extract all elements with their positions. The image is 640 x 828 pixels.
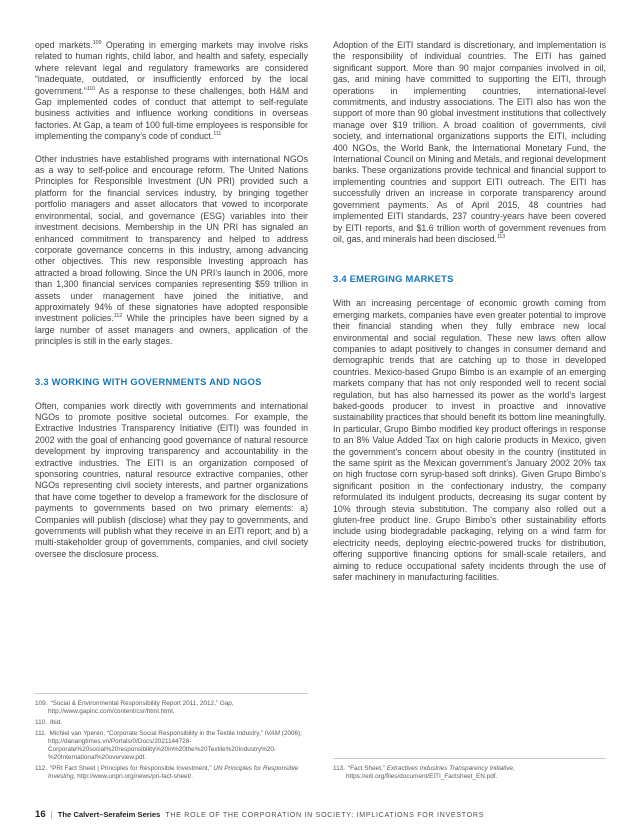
page-footer xyxy=(35,809,606,820)
section-heading-3-3: 3.3 WORKING WITH GOVERNMENTS AND NGOS xyxy=(35,375,262,387)
page-columns xyxy=(35,40,606,788)
paragraph-grupo-bimbo: With an increasing percentage of economic growth coming from emerging markets, companies have even greater potential to improve their financial standing when they fully embrace new local environmental and social regulation. These new laws often allow companies to adapt positively to changes in consumer demand and demographic trends that are catching up to those in developed countries. Mexico-based Grupo Bimbo is an example of an emerging markets company that has not only responded well to recent social regulation, but has also harnessed its power as the world’s largest baked-goods producer to invest in proactive and innovative sustainability practices that should benefit its bottom line meaningfully. In particular, Grupo Bimbo modified key product offerings in response to an 8% Value Added Tax on high calorie products in Mexico, given the government’s concern about obesity in the country (instituted in the same spirit as the Mexican government’s January 2002 20% tax on high fructose corn syrup-based soft drinks). Given Grupo Bimbo’s significant position in the confectionary industry, the company reformulated its indulgent products, decreasing its sugar content by 10% through stevia substitution. The company also rolled out a gluten-free product line. Grupo Bimbo’s other sustainability efforts include using biodegradable packaging, relying on a wind farm for electricity needs, deploying electric-powered trucks for distribution, offering supportive financing options for small-scale retailers, and aiming to reduce occupational safety incidents through the use of safer machinery in manufacturing facilities. xyxy=(333,298,606,583)
paragraph-un-pri: Other industries have established programs with international NGOs as a way to self-police and encourage reform. The United Nations Principles for Responsible Investment (UN PRI) provided such a platform for the financial services industry, by bringing together portfolio managers and asset allocators that vowed to incorporate environmental, social, and governance (ESG) variables into their investment decisions. Membership in the UN PRI has signaled an enhanced commitment to transparency and helped to address corporate governance concerns in this industry, among advancing other objectives. This new responsible investing approach has attracted a broad following. Since the UN PRI’s launch in 2006, more than 1,300 financial services companies representing $59 trillion in assets under management have joined the initiative, and approximately 94% of these signatories have adopted responsible investment policies.$^{112}$ While the principles have been signed by a large number of asset managers and owners, application of the principles is still in the early stages. xyxy=(35,153,308,347)
footnote-text: Michiel van Yperen, “Corporate Social Responsibility in the Textile Industry,” IVAM (2006); http://danangtimes.vn/Portals/0/Docs/2021144728-Corporate%20social%20responsibility%20in%20the%20Textile%20Industry%20-%20International%20overview.pdf. xyxy=(48,729,302,762)
footnote-text: “PRI Fact Sheet | Principles for Responsible Investment,” UN Principles for Responsible Investing, http://www.unpri.org/news/pri-fact-sheet/. xyxy=(48,765,299,781)
footer-report-title: THE ROLE OF THE CORPORATION IN SOCIETY: IMPLICATIONS FOR INVESTORS xyxy=(165,811,485,819)
footnote-number: 112. xyxy=(35,765,47,773)
footnote-113 xyxy=(333,765,606,781)
right-column xyxy=(333,40,606,788)
paragraph-eiti-intro: Often, companies work directly with governments and international NGOs to promote positive societal outcomes. For example, the Extractive Industries Transparency Initiative (EITI) was founded in 2002 with the goal of enhancing good governance of natural resource development by improving transparency and accountability in the extractive industries. The EITI is an organization composed of sponsoring countries, natural resource extractive companies, other NGOs representing civil society interests, and partner organizations that have come together to develop a framework for the disclosure of payments to governments based on two primary elements: a) Companies will publish (disclose) what they pay to governments, and governments will publish what they receive in an EITI report; and b) a multi-stakeholder group of governments, companies, and civil society oversee the disclosure process. xyxy=(35,400,308,559)
footnote-text: “Social & Environmental Responsibility Report 2011, 2012,” Gap, http://www.gapinc.com/content/csr/html.html. xyxy=(48,700,234,716)
footnote-number: 109. xyxy=(35,700,48,708)
footnote-number: 113. xyxy=(333,765,345,773)
footnote-text: Ibid. xyxy=(49,719,63,727)
footnote-110 xyxy=(35,719,308,727)
page-number: 16 xyxy=(35,809,46,820)
paragraph-eiti-adoption: Adoption of the EITI standard is discretionary, and implementation is the responsibility of individual countries. The EITI has gained significant support. More than 90 major companies involved in oil, gas, and mining have committed to supporting the EITI, through operations in implementing countries, international-level commitments, and industry associations. The EITI also has won the support of more than 90 global investment institutions that collectively manage over $19 trillion. A broad coalition of governments, civil society, and international organizations supports the EITI, including 400 NGOs, the World Bank, the International Monetary Fund, the International Council on Mining and Metals, and regional development banks. These organizations provide technical and financial support to implementing countries and support EITI outreach. The EITI has successfully driven an increase in corporate transparency around government payments. As of April 2015, 48 countries had implemented EITI standards, 237 country-years have been covered by EITI reports, and $1.6 trillion worth of government revenues from oil, gas, and minerals had been disclosed.$^{113}$ xyxy=(333,40,606,244)
left-column xyxy=(35,40,308,788)
footnotes-right xyxy=(333,758,606,788)
footnote-separator xyxy=(333,758,606,759)
footnote-111 xyxy=(35,730,308,763)
footnote-109 xyxy=(35,700,308,716)
footer-series-name: The Calvert–Serafeim Series xyxy=(57,810,161,819)
footnote-number: 110. xyxy=(35,719,47,727)
footnote-112 xyxy=(35,765,308,781)
footnote-separator xyxy=(35,693,308,694)
paragraph-continued-markets: oped markets.$^{109}$ Operating in emerging markets may involve risks related to human rights, child labor, and health and safety, especially where relevant legal and regulatory frameworks are considered “inadequate, outdated, or insufficiently enforced by the local government.”$^{110}$ As a response to these challenges, both H&M and Gap implemented codes of conduct that attempt to self-regulate business activities and influence working conditions in overseas factories. At Gap, a team of 100 full-time employees is responsible for implementing the company’s code of conduct.$^{111}$ xyxy=(35,40,308,142)
footnote-number: 111. xyxy=(35,729,47,737)
footer-separator: | xyxy=(50,810,53,819)
section-heading-3-4: 3.4 EMERGING MARKETS xyxy=(333,273,454,285)
footnote-text: “Fact Sheet,” Extractives Industries Transparency Initiative, https://eiti.org/files/document/EITI_Factsheet_EN.pdf. xyxy=(346,765,515,781)
footnotes-left xyxy=(35,693,308,788)
